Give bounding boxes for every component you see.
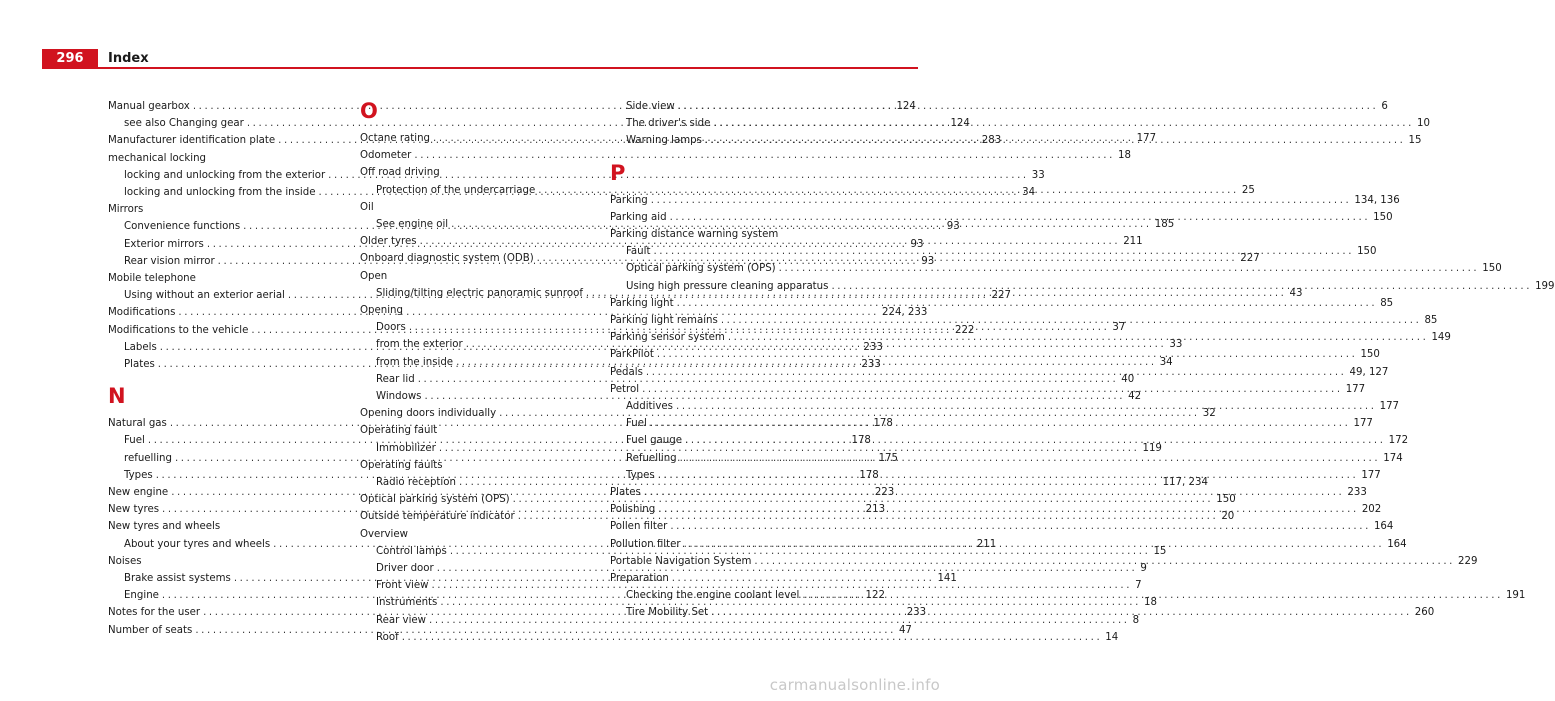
- dot-leader: [708, 604, 1415, 621]
- index-entry-text: Checking the engine coolant level: [626, 590, 800, 602]
- index-entry-text: Odometer: [360, 150, 412, 162]
- index-entry-text: refuelling: [124, 452, 172, 464]
- index-entry-text: from the inside: [376, 356, 454, 368]
- section-spacer: [610, 150, 850, 160]
- index-entry: [360, 526, 600, 543]
- index-page-reference: 32: [1202, 408, 1216, 420]
- dot-leader: [647, 415, 1354, 432]
- dot-leader: [648, 192, 1355, 209]
- index-page-reference: 122: [865, 590, 885, 602]
- index-entry-text: Parking aid: [610, 211, 667, 223]
- index-entry-text: locking and unlocking from the exterior: [124, 169, 326, 181]
- index-entry-text: Open: [360, 270, 388, 282]
- index-page-reference: 222: [954, 324, 975, 336]
- page-title: Index: [108, 51, 149, 66]
- index-entry-text: Natural gas: [108, 418, 167, 430]
- index-entry-text: Oil: [360, 201, 374, 213]
- index-entry-text: Control lamps: [376, 545, 447, 557]
- dot-leader: [718, 312, 1425, 329]
- index-page-reference: 177: [1345, 383, 1366, 395]
- index-entry-text: Rear vision mirror: [124, 255, 215, 267]
- index-page-reference: 20: [1221, 511, 1235, 523]
- index-entry-text: Modifications to the vehicle: [108, 324, 249, 336]
- index-entry: [360, 457, 600, 474]
- dot-leader: [655, 467, 1362, 484]
- index-entry-text: The driver's side: [626, 118, 711, 130]
- index-entry-text: Instruments: [376, 597, 438, 609]
- index-page-reference: 93: [946, 221, 960, 233]
- dot-leader: [673, 398, 1380, 415]
- index-entry: [108, 150, 348, 167]
- index-entry-text: Protection of the undercarriage: [376, 184, 536, 196]
- index-page-reference: 223: [874, 487, 895, 499]
- index-entry-text: Parking light: [610, 297, 674, 309]
- index-page-reference: 150: [1216, 494, 1236, 506]
- dot-leader: [675, 98, 1382, 115]
- index-entry: [610, 518, 1394, 535]
- index-page-reference: 150: [1482, 263, 1502, 275]
- dot-leader: [751, 553, 1458, 570]
- index-page-reference: 150: [1357, 246, 1377, 258]
- index-entry-text: Rear view: [376, 614, 427, 626]
- index-entry-text: Labels: [124, 341, 157, 353]
- dot-leader: [650, 243, 1357, 260]
- index-entry-text: locking and unlocking from the inside: [124, 187, 316, 199]
- index-entry-text: Pollution filter: [610, 538, 681, 550]
- index-page-reference: 227: [1240, 253, 1260, 265]
- index-page-reference: 199: [1535, 280, 1555, 292]
- index-page-reference: 191: [1505, 590, 1526, 602]
- index-page-reference: 10: [1417, 118, 1430, 130]
- index-entry-text: Engine: [124, 590, 159, 602]
- index-entry-text: Operating faults: [360, 459, 443, 471]
- index-entry: [108, 270, 348, 287]
- index-page-reference: 34: [1159, 356, 1173, 368]
- dot-leader: [682, 432, 1389, 449]
- index-entry-text: Doors: [376, 322, 406, 334]
- index-entry-text: Optical parking system (OPS): [360, 494, 510, 506]
- index-page-reference: 211: [1123, 236, 1143, 248]
- index-entry-text: Mobile telephone: [108, 273, 196, 285]
- index-entry-text: Notes for the user: [108, 607, 201, 619]
- index-page-reference: 93: [910, 238, 924, 250]
- index-entry-text: Types: [124, 469, 153, 481]
- dot-leader: [828, 278, 1535, 295]
- index-entry-text: Refuelling: [626, 452, 677, 464]
- dot-leader: [643, 364, 1350, 381]
- index-entry-text: Fuel: [626, 418, 647, 430]
- index-page-reference: 33: [1169, 339, 1183, 351]
- index-entry-text: New tyres: [108, 504, 160, 516]
- index-page-reference: 9: [1140, 563, 1147, 575]
- index-entry-text: Parking sensor system: [610, 332, 725, 344]
- index-entry-text: Sliding/tilting electric panoramic sunroof: [376, 287, 583, 299]
- index-page-reference: 18: [1143, 597, 1157, 609]
- dot-leader: [667, 209, 1374, 226]
- index-entry-text: Plates: [124, 359, 155, 371]
- index-page-reference: 211: [976, 538, 997, 550]
- index-entry-text: Portable Navigation System: [610, 555, 752, 567]
- section-letter-heading: O: [360, 99, 378, 123]
- index-entry: [108, 201, 348, 218]
- index-entry-text: Radio reception: [376, 477, 456, 489]
- dot-leader: [776, 260, 1483, 277]
- index-page-reference: 18: [1117, 150, 1131, 162]
- index-entry-text: New tyres and wheels: [108, 521, 221, 533]
- index-entry-text: Octane rating: [360, 133, 430, 144]
- index-entry-text: from the exterior: [376, 339, 463, 351]
- dot-leader: [681, 536, 1388, 553]
- index-entry: [108, 518, 348, 535]
- index-page-reference: 149: [1431, 332, 1451, 344]
- index-entry-text: Parking light remains: [610, 315, 718, 327]
- index-page-reference: 15: [1408, 135, 1422, 147]
- index-page-reference: 47: [898, 624, 912, 636]
- index-entry-text: Pollen filter: [610, 521, 668, 533]
- index-entry: [610, 192, 1400, 209]
- dot-leader: [641, 484, 1348, 501]
- index-page-reference: 233: [863, 341, 883, 353]
- index-entry-text: Manufacturer identification plate: [108, 135, 276, 147]
- index-page-reference: 175: [878, 452, 899, 464]
- index-page-reference: 37: [1112, 322, 1126, 334]
- page-number-badge: 296: [42, 49, 98, 69]
- index-entry: [610, 570, 850, 587]
- index-entry-text: Petrol: [610, 383, 640, 395]
- index-entry: [360, 199, 600, 216]
- index-entry-text: Opening: [360, 305, 403, 317]
- index-page-reference: 134, 136: [1354, 194, 1400, 206]
- index-page-reference: 172: [1388, 435, 1409, 447]
- index-page-reference: 34: [1022, 187, 1036, 199]
- index-entry-text: Types: [626, 469, 655, 481]
- index-entry-text: Warning lamps: [626, 135, 702, 147]
- index-entry: [610, 226, 850, 243]
- index-page-reference: 43: [1289, 287, 1303, 299]
- index-page-reference: 40: [1121, 373, 1135, 385]
- index-entry-text: Additives: [626, 401, 673, 413]
- index-page-reference: 227: [991, 290, 1011, 302]
- index-entry-text: About your tyres and wheels: [124, 538, 271, 550]
- index-page-reference: 233: [1347, 487, 1367, 499]
- index-page-reference: 177: [1379, 401, 1400, 413]
- index-entry: [360, 268, 600, 285]
- dot-leader: [710, 115, 1417, 132]
- index-entry-text: Immobilizer: [376, 442, 436, 454]
- index-page-reference: 6: [1381, 101, 1388, 112]
- dot-leader: [674, 295, 1381, 312]
- index-entry-text: Operating fault: [360, 425, 438, 437]
- index-entry-text: Rear lid: [376, 373, 415, 385]
- index-entry-text: Off road driving: [360, 167, 440, 179]
- index-entry-text: Number of seats: [108, 624, 193, 636]
- watermark-text: carmanualsonline.info: [769, 676, 940, 694]
- index-page-reference: 260: [1414, 607, 1435, 619]
- dot-leader: [639, 381, 1346, 398]
- section-letter-heading: N: [108, 384, 126, 409]
- index-page-reference: 283: [981, 135, 1002, 147]
- dot-leader: [399, 629, 1106, 646]
- dot-leader: [677, 450, 1384, 467]
- index-page-reference: 164: [1387, 538, 1407, 550]
- index-entry-text: mechanical locking: [108, 152, 207, 164]
- index-page-reference: 177: [1361, 469, 1381, 481]
- index-entry-text: Noises: [108, 555, 142, 567]
- index-entry-text: Windows: [376, 391, 422, 403]
- index-entry: [360, 302, 600, 319]
- dot-leader: [702, 132, 1409, 149]
- index-page-reference: 177: [1136, 133, 1157, 144]
- index-page-reference: 224, 233: [882, 307, 928, 319]
- index-entry-text: Convenience functions: [124, 221, 241, 233]
- index-entry-text: Opening doors individually: [360, 408, 497, 420]
- index-entry-text: Onboard diagnostic system (ODB): [360, 253, 534, 265]
- index-page-reference: 117, 234: [1162, 477, 1208, 489]
- index-entry-text: Brake assist systems: [124, 573, 231, 585]
- index-entry-text: See engine oil: [376, 219, 449, 231]
- index-page-reference: 233: [906, 607, 927, 619]
- header-divider: [42, 67, 918, 69]
- index-entry-text: ParkPilot: [610, 349, 654, 361]
- index-entry-text: Fault: [626, 246, 651, 258]
- index-entry-text: Overview: [360, 528, 408, 540]
- index-page-reference: 85: [1424, 315, 1438, 327]
- dot-leader: [655, 501, 1362, 518]
- index-entry-text: Polishing: [610, 504, 656, 516]
- index-entry-text: Using without an exterior aerial: [124, 290, 285, 302]
- index-page-reference: 229: [1458, 555, 1478, 567]
- index-entry-text: Fuel: [124, 435, 145, 447]
- index-page-reference: 85: [1380, 297, 1394, 309]
- index-page-reference: 141: [937, 573, 957, 585]
- section-spacer: [108, 373, 348, 383]
- index-page-reference: 93: [921, 255, 935, 267]
- index-page-reference: 14: [1105, 631, 1119, 643]
- index-entry-text: Preparation: [610, 573, 669, 585]
- index-page-reference: 8: [1132, 614, 1140, 626]
- index-page-reference: 119: [1142, 442, 1162, 454]
- index-entry-text: Parking: [610, 194, 648, 206]
- index-page-reference: 164: [1373, 521, 1394, 533]
- index-entry: [108, 553, 348, 570]
- index-entry-text: see also Changing gear: [124, 118, 244, 130]
- dot-leader: [725, 329, 1432, 346]
- index-page-reference: 124: [950, 118, 970, 130]
- index-entry-text: Parking distance warning system: [610, 229, 779, 241]
- index-entry: [360, 147, 1131, 164]
- index-entry-text: Driver door: [376, 563, 434, 575]
- index-entry-text: Pedals: [610, 366, 643, 378]
- index-entry-text: Front view: [376, 580, 429, 592]
- index-page-reference: 202: [1361, 504, 1382, 516]
- index-entry-text: Roof: [376, 631, 399, 643]
- dot-leader: [654, 346, 1361, 363]
- index-entry-text: Tire Mobility Set: [626, 607, 709, 619]
- index-page-reference: 178: [851, 435, 871, 447]
- index-entry-text: Older tyres: [360, 236, 417, 248]
- index-entry-text: Exterior mirrors: [124, 238, 204, 250]
- index-page-reference: 33: [1031, 169, 1045, 181]
- index-page-reference: 7: [1135, 580, 1142, 592]
- index-page-reference: 124: [896, 101, 916, 112]
- index-page-reference: 177: [1353, 418, 1373, 430]
- index-page-reference: 213: [865, 504, 886, 516]
- index-entry-text: Fuel gauge: [626, 435, 682, 447]
- index-entry: [360, 422, 600, 439]
- index-page-reference: 178: [873, 418, 893, 430]
- index-entry-text: Plates: [610, 487, 641, 499]
- index-entry-text: Using high pressure cleaning apparatus: [626, 280, 829, 292]
- index-entry-text: Outside temperature indicator: [360, 511, 515, 523]
- index-entry-text: New engine: [108, 487, 169, 499]
- index-page-reference: 150: [1373, 211, 1393, 223]
- index-entry-text: Modifications: [108, 307, 176, 319]
- dot-leader: [667, 518, 1374, 535]
- index-entry-text: Mirrors: [108, 204, 144, 216]
- index-page-reference: 150: [1360, 349, 1380, 361]
- index-page-reference: 15: [1153, 545, 1167, 557]
- dot-leader: [799, 587, 1506, 604]
- index-entry-text: Manual gearbox: [108, 101, 190, 112]
- index-page-reference: 42: [1128, 391, 1142, 403]
- index-page-reference: 178: [859, 469, 879, 481]
- index-entry: [360, 164, 600, 181]
- index-entry-text: Side view: [626, 101, 675, 112]
- index-page-reference: 25: [1241, 184, 1255, 196]
- section-letter-heading: P: [610, 160, 626, 185]
- index-page-reference: 185: [1154, 219, 1175, 231]
- index-page-reference: 49, 127: [1349, 366, 1389, 378]
- index-entry-text: Optical parking system (OPS): [626, 263, 776, 275]
- index-page-reference: 174: [1383, 452, 1403, 464]
- index-entry: [610, 553, 1478, 570]
- index-page-reference: 233: [861, 359, 881, 371]
